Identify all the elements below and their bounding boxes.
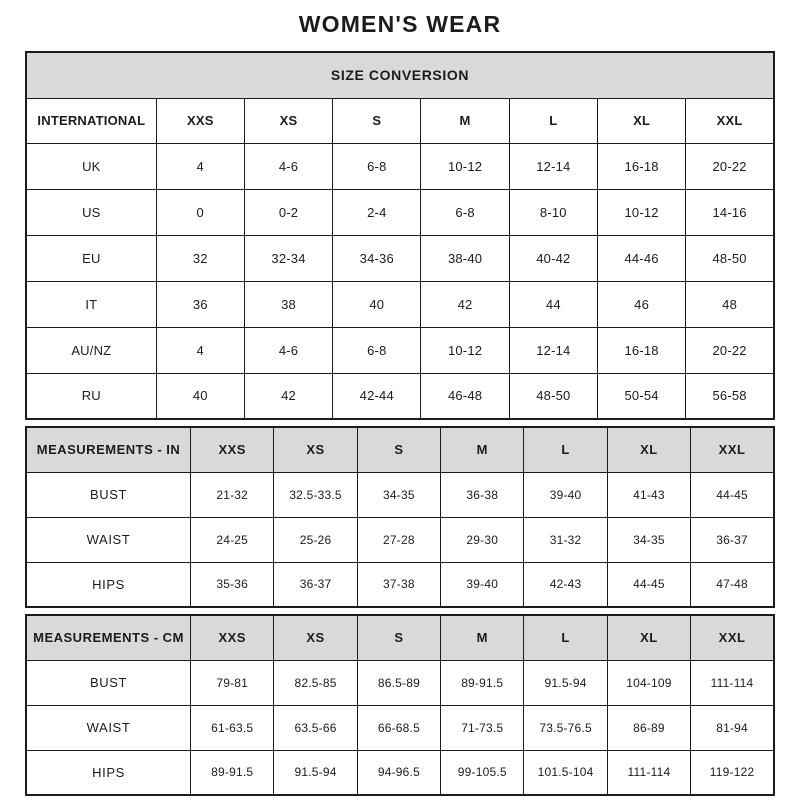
row-label: HIPS [26,750,191,795]
size-column-header: XXS [191,615,274,660]
row-label: UK [26,143,156,189]
size-column-header: S [357,615,440,660]
value-cell: 24-25 [191,517,274,562]
size-column-header: L [524,427,607,472]
size-column-header: XL [607,427,690,472]
value-cell: 37-38 [357,562,440,607]
row-label: HIPS [26,562,191,607]
value-cell: 48 [686,281,774,327]
value-cell: 111-114 [607,750,690,795]
column-header-row [26,427,774,472]
value-cell: 8-10 [509,189,597,235]
value-cell: 46 [597,281,685,327]
row-label: BUST [26,660,191,705]
value-cell: 44-45 [691,472,774,517]
row-label: US [26,189,156,235]
column-header-row [26,98,774,143]
table-label-header: INTERNATIONAL [26,98,156,143]
size-column-header: XXS [191,427,274,472]
value-cell: 40-42 [509,235,597,281]
value-cell: 16-18 [597,327,685,373]
table-row [26,517,774,562]
value-cell: 32.5-33.5 [274,472,357,517]
table-row [26,143,774,189]
table-row [26,373,774,419]
table-row [26,472,774,517]
value-cell: 56-58 [686,373,774,419]
row-label: RU [26,373,156,419]
value-cell: 111-114 [691,660,774,705]
value-cell: 48-50 [509,373,597,419]
size-column-header: L [509,98,597,143]
value-cell: 34-35 [357,472,440,517]
table-row [26,189,774,235]
value-cell: 4 [156,143,244,189]
value-cell: 32 [156,235,244,281]
size-column-header: XXL [691,615,774,660]
value-cell: 4-6 [244,143,332,189]
value-cell: 16-18 [597,143,685,189]
section-title: SIZE CONVERSION [26,52,774,98]
page-title: WOMEN'S WEAR [298,11,502,37]
size-column-header: XL [607,615,690,660]
value-cell: 10-12 [597,189,685,235]
size-column-header: XXS [156,98,244,143]
value-cell: 86.5-89 [357,660,440,705]
value-cell: 29-30 [441,517,524,562]
value-cell: 34-36 [333,235,421,281]
size-column-header: M [441,615,524,660]
value-cell: 20-22 [686,327,774,373]
size-column-header: XXL [691,427,774,472]
value-cell: 73.5-76.5 [524,705,607,750]
size-column-header: XL [597,98,685,143]
measurements-in-table [25,426,775,608]
value-cell: 10-12 [421,327,509,373]
value-cell: 4 [156,327,244,373]
value-cell: 89-91.5 [441,660,524,705]
value-cell: 4-6 [244,327,332,373]
size-column-header: S [357,427,440,472]
row-label: WAIST [26,517,191,562]
row-label: WAIST [26,705,191,750]
value-cell: 91.5-94 [524,660,607,705]
table-row [26,235,774,281]
size-column-header: M [441,427,524,472]
value-cell: 34-35 [607,517,690,562]
row-label: AU/NZ [26,327,156,373]
size-column-header: XS [244,98,332,143]
table-row [26,281,774,327]
value-cell: 71-73.5 [441,705,524,750]
table-label-header: MEASUREMENTS - IN [26,427,191,472]
value-cell: 0-2 [244,189,332,235]
size-column-header: L [524,615,607,660]
value-cell: 32-34 [244,235,332,281]
table-row [26,660,774,705]
value-cell: 48-50 [686,235,774,281]
size-column-header: XXL [686,98,774,143]
value-cell: 41-43 [607,472,690,517]
value-cell: 82.5-85 [274,660,357,705]
value-cell: 14-16 [686,189,774,235]
value-cell: 39-40 [524,472,607,517]
value-cell: 20-22 [686,143,774,189]
value-cell: 36-37 [691,517,774,562]
size-column-header: XS [274,427,357,472]
value-cell: 27-28 [357,517,440,562]
value-cell: 12-14 [509,327,597,373]
column-header-row [26,615,774,660]
size-conversion-table [25,51,775,420]
value-cell: 40 [333,281,421,327]
value-cell: 86-89 [607,705,690,750]
value-cell: 2-4 [333,189,421,235]
value-cell: 10-12 [421,143,509,189]
value-cell: 119-122 [691,750,774,795]
value-cell: 35-36 [191,562,274,607]
value-cell: 94-96.5 [357,750,440,795]
size-column-header: M [421,98,509,143]
value-cell: 21-32 [191,472,274,517]
value-cell: 46-48 [421,373,509,419]
value-cell: 44-46 [597,235,685,281]
table-row [26,750,774,795]
row-label: EU [26,235,156,281]
value-cell: 99-105.5 [441,750,524,795]
value-cell: 6-8 [421,189,509,235]
value-cell: 39-40 [441,562,524,607]
value-cell: 38-40 [421,235,509,281]
measurements-cm-table [25,614,775,796]
value-cell: 63.5-66 [274,705,357,750]
value-cell: 38 [244,281,332,327]
value-cell: 104-109 [607,660,690,705]
value-cell: 89-91.5 [191,750,274,795]
value-cell: 36 [156,281,244,327]
value-cell: 61-63.5 [191,705,274,750]
value-cell: 40 [156,373,244,419]
value-cell: 36-37 [274,562,357,607]
value-cell: 42-43 [524,562,607,607]
value-cell: 0 [156,189,244,235]
value-cell: 47-48 [691,562,774,607]
value-cell: 66-68.5 [357,705,440,750]
table-row [26,327,774,373]
value-cell: 36-38 [441,472,524,517]
value-cell: 50-54 [597,373,685,419]
row-label: BUST [26,472,191,517]
value-cell: 44-45 [607,562,690,607]
value-cell: 42-44 [333,373,421,419]
size-column-header: XS [274,615,357,660]
value-cell: 12-14 [509,143,597,189]
value-cell: 81-94 [691,705,774,750]
table-label-header: MEASUREMENTS - CM [26,615,191,660]
value-cell: 79-81 [191,660,274,705]
table-row [26,705,774,750]
table-row [26,562,774,607]
value-cell: 31-32 [524,517,607,562]
value-cell: 42 [244,373,332,419]
section-header-row [26,52,774,98]
value-cell: 6-8 [333,327,421,373]
value-cell: 101.5-104 [524,750,607,795]
value-cell: 44 [509,281,597,327]
value-cell: 91.5-94 [274,750,357,795]
value-cell: 25-26 [274,517,357,562]
size-column-header: S [333,98,421,143]
value-cell: 42 [421,281,509,327]
row-label: IT [26,281,156,327]
value-cell: 6-8 [333,143,421,189]
